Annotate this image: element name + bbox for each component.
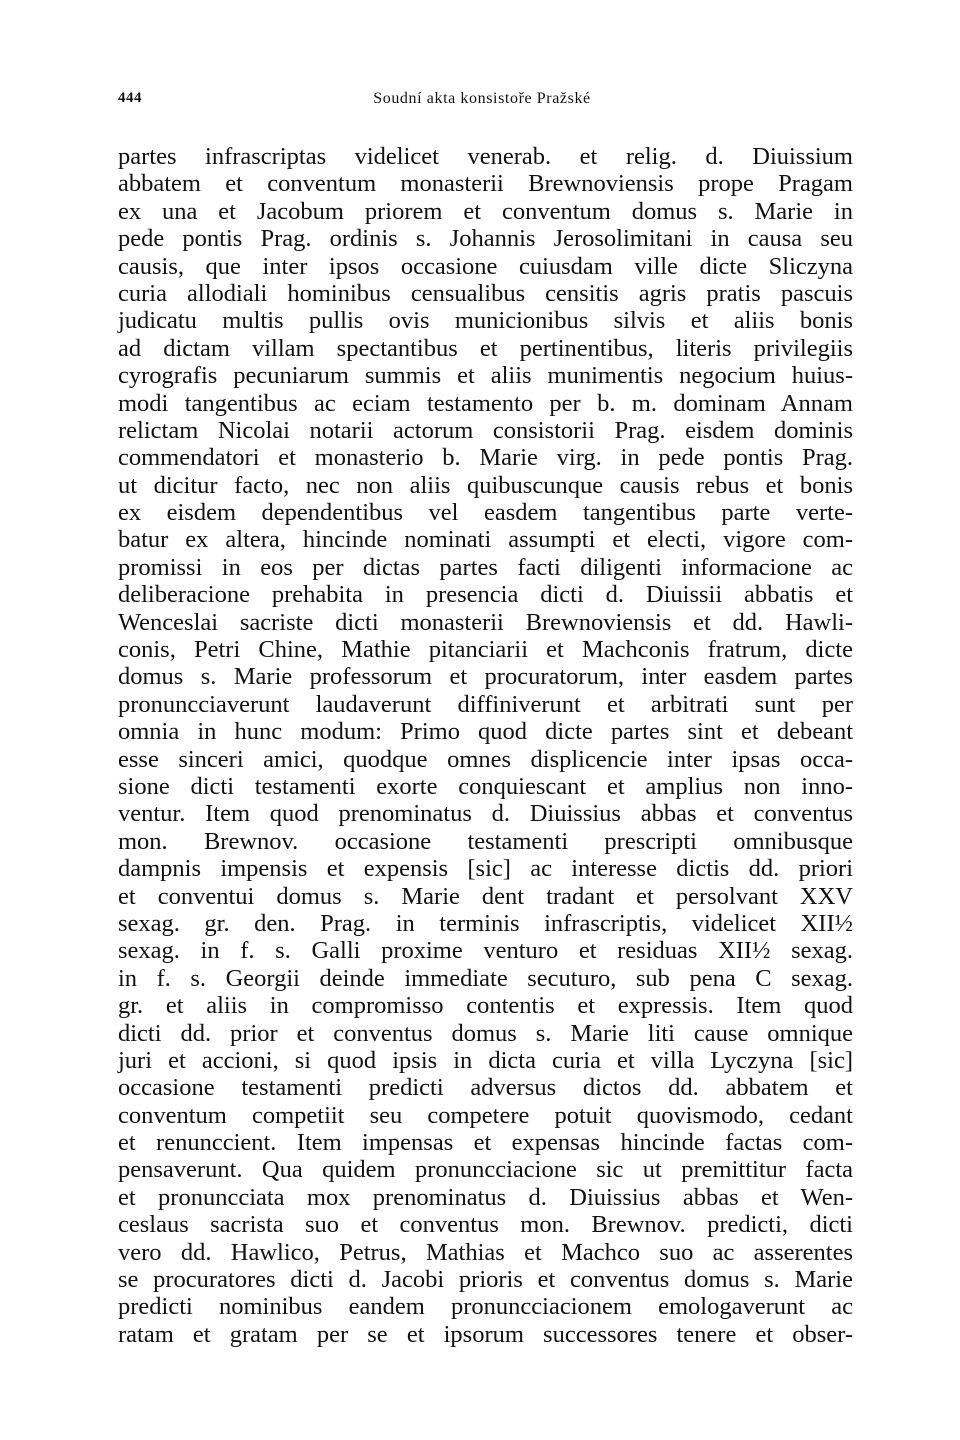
text-line: causis, que inter ipsos occasione cuiusdam ville dicte Sliczyna <box>118 252 853 280</box>
text-line: occasione testamenti predicti adversus dictos dd. abbatem et <box>118 1074 853 1102</box>
text-line: curia allodiali hominibus censualibus censitis agris pratis pascuis <box>118 279 853 307</box>
text-line: ad dictam villam spectantibus et pertinentibus, literis privilegiis <box>118 334 853 362</box>
text-line: esse sinceri amici, quodque omnes displicencie inter ipsas occa- <box>118 745 853 773</box>
page-number: 444 <box>118 90 142 106</box>
text-line: vero dd. Hawlico, Petrus, Mathias et Machco suo ac asserentes <box>118 1238 853 1266</box>
text-line: domus s. Marie professorum et procuratorum, inter easdem partes <box>118 663 853 691</box>
text-line: modi tangentibus ac eciam testamento per b. m. dominam Annam <box>118 389 853 417</box>
text-line: Wenceslai sacriste dicti monasterii Brewnoviensis et dd. Hawli- <box>118 608 853 636</box>
text-line: omnia in hunc modum: Primo quod dicte partes sint et debeant <box>118 718 853 746</box>
text-line: batur ex altera, hincinde nominati assumpti et electi, vigore com- <box>118 526 853 554</box>
text-line: sione dicti testamenti exorte conquiescant et amplius non inno- <box>118 772 853 800</box>
text-line: partes infrascriptas videlicet venerab. et relig. d. Diuissium <box>118 143 853 170</box>
text-line: mon. Brewnov. occasione testamenti prescripti omnibusque <box>118 827 853 855</box>
page-header <box>118 90 846 116</box>
text-line: sexag. in f. s. Galli proxime venturo et residuas XII½ sexag. <box>118 937 853 965</box>
text-line: in f. s. Georgii deinde immediate secuturo, sub pena C sexag. <box>118 964 853 992</box>
text-line: dicti dd. prior et conventus domus s. Marie liti cause omnique <box>118 1019 853 1047</box>
text-line: ventur. Item quod prenominatus d. Diuissius abbas et conventus <box>118 800 853 828</box>
text-line: ut dicitur facto, nec non aliis quibuscunque causis rebus et bonis <box>118 471 853 499</box>
text-line: ex una et Jacobum priorem et conventum domus s. Marie in <box>118 197 853 225</box>
text-line: et conventui domus s. Marie dent tradant et persolvant XXV <box>118 882 853 910</box>
text-line: ex eisdem dependentibus vel easdem tangentibus parte verte- <box>118 499 853 527</box>
running-head: Soudní akta konsistoře Pražské <box>373 90 591 107</box>
text-line: juri et accioni, si quod ipsis in dicta curia et villa Lyczyna [sic] <box>118 1046 853 1074</box>
text-line: judicatu multis pullis ovis municionibus silvis et aliis bonis <box>118 307 853 335</box>
text-line: pensaverunt. Qua quidem pronuncciacione sic ut premittitur facta <box>118 1156 853 1184</box>
text-line: conis, Petri Chine, Mathie pitanciarii et Machconis fratrum, dicte <box>118 636 853 664</box>
text-line: relictam Nicolai notarii actorum consistorii Prag. eisdem dominis <box>118 416 853 444</box>
text-line: commendatori et monasterio b. Marie virg. in pede pontis Prag. <box>118 444 853 472</box>
text-line: et renunccient. Item impensas et expensas hincinde factas com- <box>118 1129 853 1157</box>
text-line: pronuncciaverunt laudaverunt diffiniverunt et arbitrati sunt per <box>118 690 853 718</box>
text-line: sexag. gr. den. Prag. in terminis infrascriptis, videlicet XII½ <box>118 909 853 937</box>
text-line: dampnis impensis et expensis [sic] ac interesse dictis dd. priori <box>118 855 853 883</box>
text-line: deliberacione prehabita in presencia dicti d. Diuissii abbatis et <box>118 581 853 609</box>
text-line: conventum competiit seu competere potuit quovismodo, cedant <box>118 1101 853 1129</box>
text-line: gr. et aliis in compromisso contentis et expressis. Item quod <box>118 992 853 1020</box>
text-line: se procuratores dicti d. Jacobi prioris et conventus domus s. Marie <box>118 1266 853 1294</box>
text-line: pede pontis Prag. ordinis s. Johannis Jerosolimitani in causa seu <box>118 225 853 253</box>
text-line: cyrografis pecuniarum summis et aliis munimentis negocium huius- <box>118 362 853 390</box>
text-line: et pronuncciata mox prenominatus d. Diuissius abbas et Wen- <box>118 1183 853 1211</box>
text-line: predicti nominibus eandem pronuncciacionem emologaverunt ac <box>118 1293 853 1321</box>
body-text <box>118 143 853 1348</box>
text-line: ratam et gratam per se et ipsorum successores tenere et obser- <box>118 1320 853 1348</box>
text-line: promissi in eos per dictas partes facti diligenti informacione ac <box>118 553 853 581</box>
text-line: ceslaus sacrista suo et conventus mon. Brewnov. predicti, dicti <box>118 1211 853 1239</box>
text-line: abbatem et conventum monasterii Brewnoviensis prope Pragam <box>118 170 853 198</box>
